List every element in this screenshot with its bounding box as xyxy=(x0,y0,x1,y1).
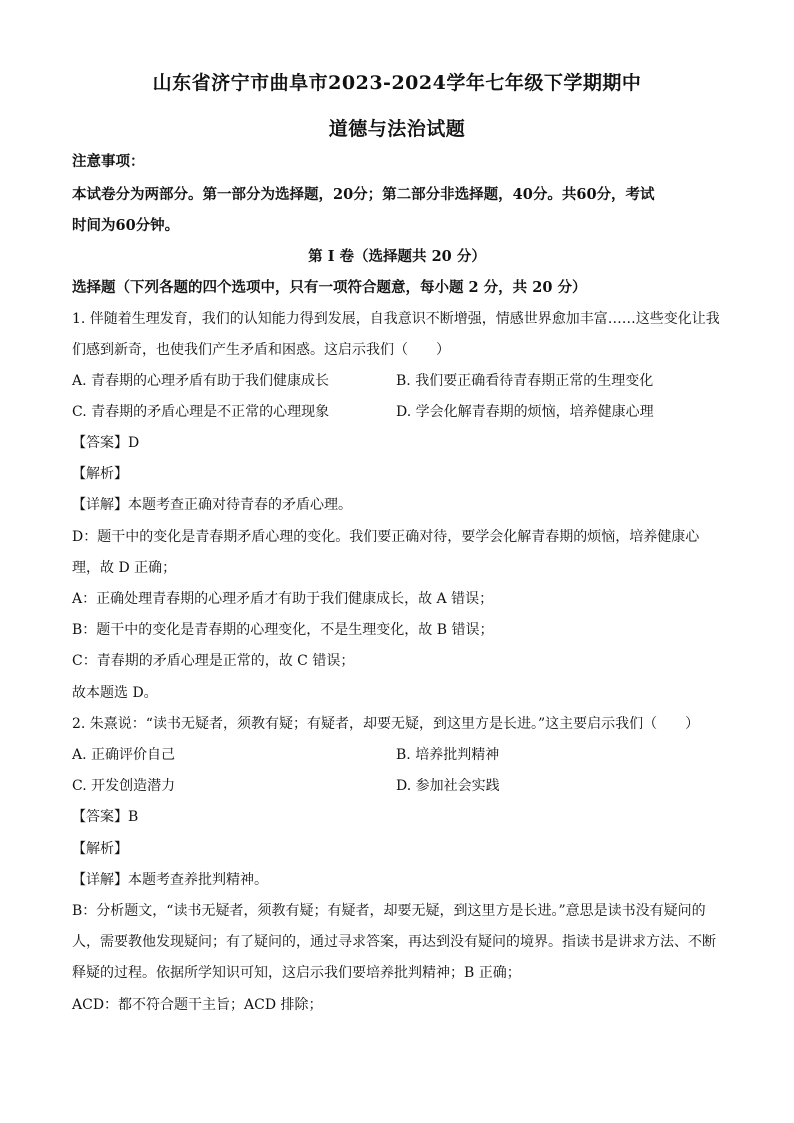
q2-detail: 【详解】本题考查养批判精神。 xyxy=(72,872,268,888)
q1-option-d: D. 学会化解青春期的烦恼，培养健康心理 xyxy=(396,404,654,420)
notice-line-2: 时间为60分钟。 xyxy=(72,217,180,234)
q1-stem-line-1: 1. 伴随着生理发育，我们的认知能力得到发展，自我意识不断增强，情感世界愈加丰富……这些变化让我 xyxy=(72,311,720,327)
section-title: 第 I 卷（选择题共 20 分） xyxy=(308,248,486,265)
q2-explanation-3: 释疑的过程。依据所学知识可知，这启示我们要培养批判精神；B 正确； xyxy=(72,965,521,981)
q2-answer: 【答案】B xyxy=(72,809,139,825)
q1-explanation-3: A：正确处理青春期的心理矛盾才有助于我们健康成长，故 A 错误； xyxy=(72,591,494,607)
notice-heading: 注意事项： xyxy=(72,153,145,170)
q2-explanation-2: 人，需要教他发现疑问；有了疑问的，通过寻求答案，再达到没有疑问的境界。指读书是讲求方法、不断 xyxy=(72,934,716,950)
q1-detail: 【详解】本题考查正确对待青春的矛盾心理。 xyxy=(72,497,352,513)
q2-explanation-4: ACD：都不符合题干主旨；ACD 排除； xyxy=(72,997,323,1013)
notice-line-1: 本试卷分为两部分。第一部分为选择题，20分；第二部分非选择题，40分。共60分，考试 xyxy=(72,186,655,203)
q2-stem: 2. 朱熹说：“读书无疑者，须教有疑；有疑者，却要无疑，到这里方是长进。”这主要启示我们（ ） xyxy=(72,716,700,732)
q2-option-b: B. 培养批判精神 xyxy=(396,747,500,763)
q2-analysis-label: 【解析】 xyxy=(72,841,128,857)
q1-answer: 【答案】D xyxy=(72,435,140,451)
q1-option-a: A. 青春期的心理矛盾有助于我们健康成长 xyxy=(72,373,330,389)
q1-analysis-label: 【解析】 xyxy=(72,466,128,482)
q1-explanation-4: B：题干中的变化是青春期的心理变化，不是生理变化，故 B 错误； xyxy=(72,622,494,638)
q2-explanation-1: B：分析题文，“读书无疑者，须教有疑；有疑者，却要无疑，到这里方是长进。”意思是读书没有疑问的 xyxy=(72,903,706,919)
q1-explanation-5: C：青春期的矛盾心理是正常的，故 C 错误； xyxy=(72,653,355,669)
q1-stem-line-2: 们感到新奇，也使我们产生矛盾和困惑。这启示我们（ ） xyxy=(72,342,450,358)
q2-option-d: D. 参加社会实践 xyxy=(396,778,500,794)
q1-option-b: B. 我们要正确看待青春期正常的生理变化 xyxy=(396,373,654,389)
document-subtitle: 道德与法治试题 xyxy=(328,118,466,140)
q1-option-c: C. 青春期的矛盾心理是不正常的心理现象 xyxy=(72,404,330,420)
q2-option-c: C. 开发创造潜力 xyxy=(72,778,176,794)
document-title: 山东省济宁市曲阜市2023-2024学年七年级下学期期中 xyxy=(152,72,642,94)
q1-explanation-2: 理，故 D 正确； xyxy=(72,560,177,576)
q1-explanation-1: D：题干中的变化是青春期矛盾心理的变化。我们要正确对待，要学会化解青春期的烦恼，培养健康心 xyxy=(72,529,700,545)
q2-option-a: A. 正确评价自己 xyxy=(72,747,176,763)
q1-explanation-6: 故本题选 D。 xyxy=(72,685,158,701)
section-instructions: 选择题（下列各题的四个选项中，只有一项符合题意，每小题 2 分，共 20 分） xyxy=(72,279,587,296)
